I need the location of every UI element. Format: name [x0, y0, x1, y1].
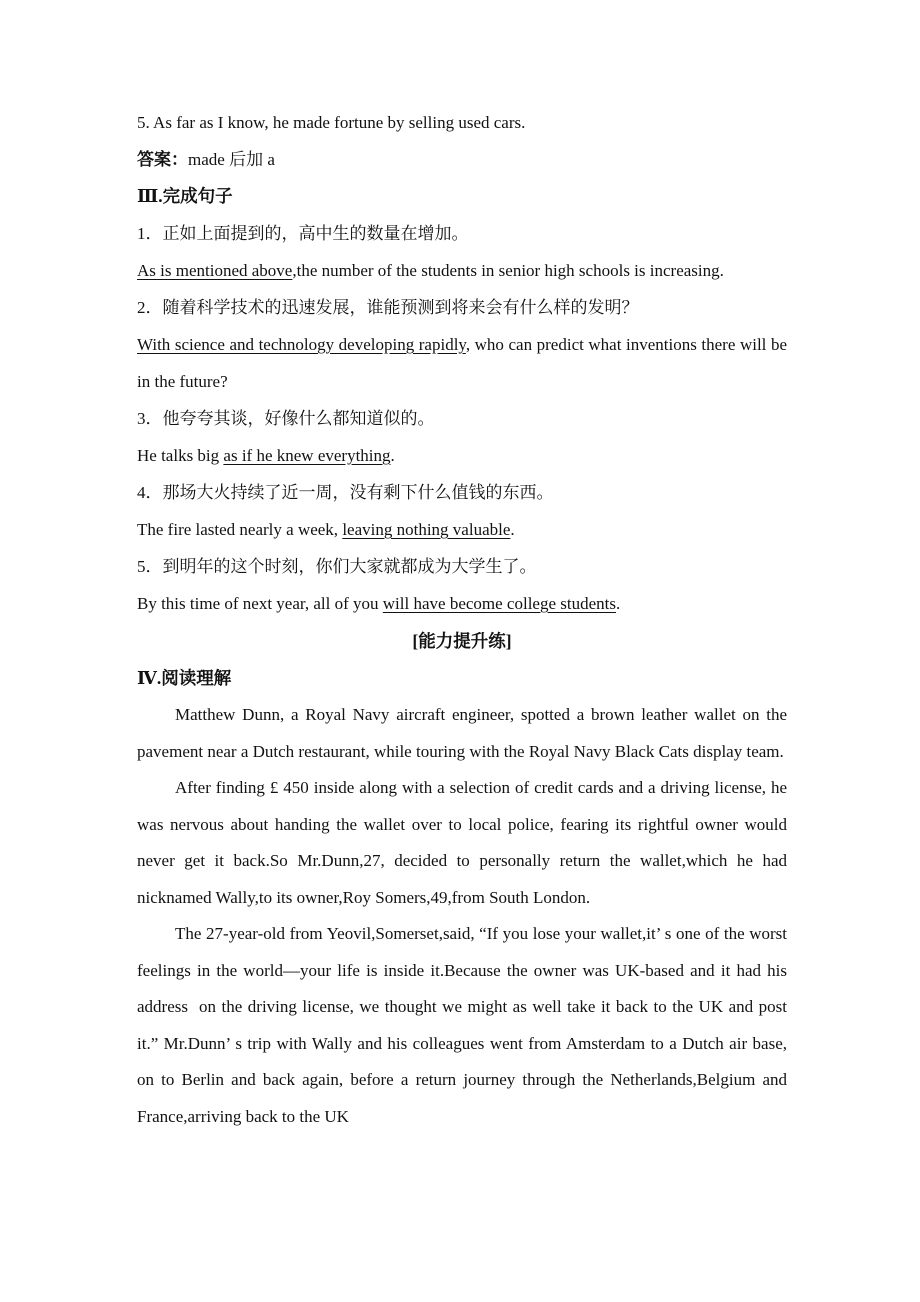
answer-pre-text: The fire lasted nearly a week,: [137, 520, 343, 539]
answer-underlined-text: leaving nothing valuable: [342, 520, 511, 539]
completion-item-1-answer-en: [137, 252, 787, 289]
completion-item-3-answer-en: [137, 437, 787, 474]
reading-paragraph-3: The 27-year-old from Yeovil,Somerset,said, “If you lose your wallet,it’ s one of the worst feelings in the world—your life is inside it.Because the owner was UK-based and it had his address on the driving license, we thought we might as well take it back to the UK and post it.” Mr.Dunn’ s trip with Wally and his colleagues went from Amsterdam to a Dutch air base, on to Berlin and back again, before a return journey through the Netherlands,Belgium and France,arriving back to the UK: [137, 924, 787, 1126]
completion-item-2-answer-en: [137, 326, 787, 400]
answer-pre-text: By this time of next year, all of you: [137, 594, 383, 613]
answer-underlined-text: will have become college students: [382, 594, 616, 613]
completion-item-5-answer-en: [137, 585, 787, 622]
completion-item-1-prompt-cn: 1．正如上面提到的，高中生的数量在增加。: [137, 224, 469, 243]
document-page: [137, 104, 787, 1135]
answer-underlined-text: as if he knew everything: [223, 446, 391, 465]
answer-post-text: .: [390, 446, 395, 465]
reading-paragraph-1: Matthew Dunn, a Royal Navy aircraft engineer, spotted a brown leather wallet on the pavement near a Dutch restaurant, while touring with the Royal Navy Black Cats display team.: [137, 705, 787, 761]
answer-post-text: ,the number of the students in senior high schools is increasing.: [292, 261, 724, 280]
section-3-heading: Ⅲ.完成句子: [137, 186, 233, 206]
completion-item-4-prompt-cn: 4．那场大火持续了近一周，没有剩下什么值钱的东西。: [137, 483, 554, 502]
answer-pre-text: He talks big: [137, 446, 224, 465]
answer-underlined-text: With science and technology developing rapidly: [137, 335, 466, 354]
completion-item-3-prompt-cn: 3．他夸夸其谈，好像什么都知道似的。: [137, 409, 435, 428]
answer-post-text: , who can predict what inventions there will be in the future?: [137, 335, 787, 391]
answer-post-text: .: [510, 520, 515, 539]
completion-item-2-prompt-cn: 2．随着科学技术的迅速发展，谁能预测到将来会有什么样的发明？: [137, 298, 639, 317]
answer-label: 答案：: [137, 150, 188, 169]
completion-item-5-prompt-cn: 5．到明年的这个时刻，你们大家就都成为大学生了。: [137, 557, 537, 576]
exercise-item-5: 5. As far as I know, he made fortune by selling used cars.: [137, 113, 526, 132]
section-banner: [能力提升练]: [412, 631, 512, 651]
answer-line: [137, 141, 787, 178]
answer-post-text: .: [615, 594, 621, 613]
section-4-heading: Ⅳ.阅读理解: [137, 668, 232, 688]
reading-paragraph-2: After finding £ 450 inside along with a selection of credit cards and a driving license, he was nervous about handing the wallet over to local police, fearing its rightful owner would never get it back.So Mr.Dunn,27, decided to personally return the wallet,which he had nicknamed Wally,to its owner,Roy Somers,49,from South London.: [137, 778, 787, 907]
answer-text: made 后加 a: [188, 150, 275, 169]
completion-item-4-answer-en: [137, 511, 787, 548]
answer-underlined-text: As is mentioned above: [137, 261, 293, 280]
